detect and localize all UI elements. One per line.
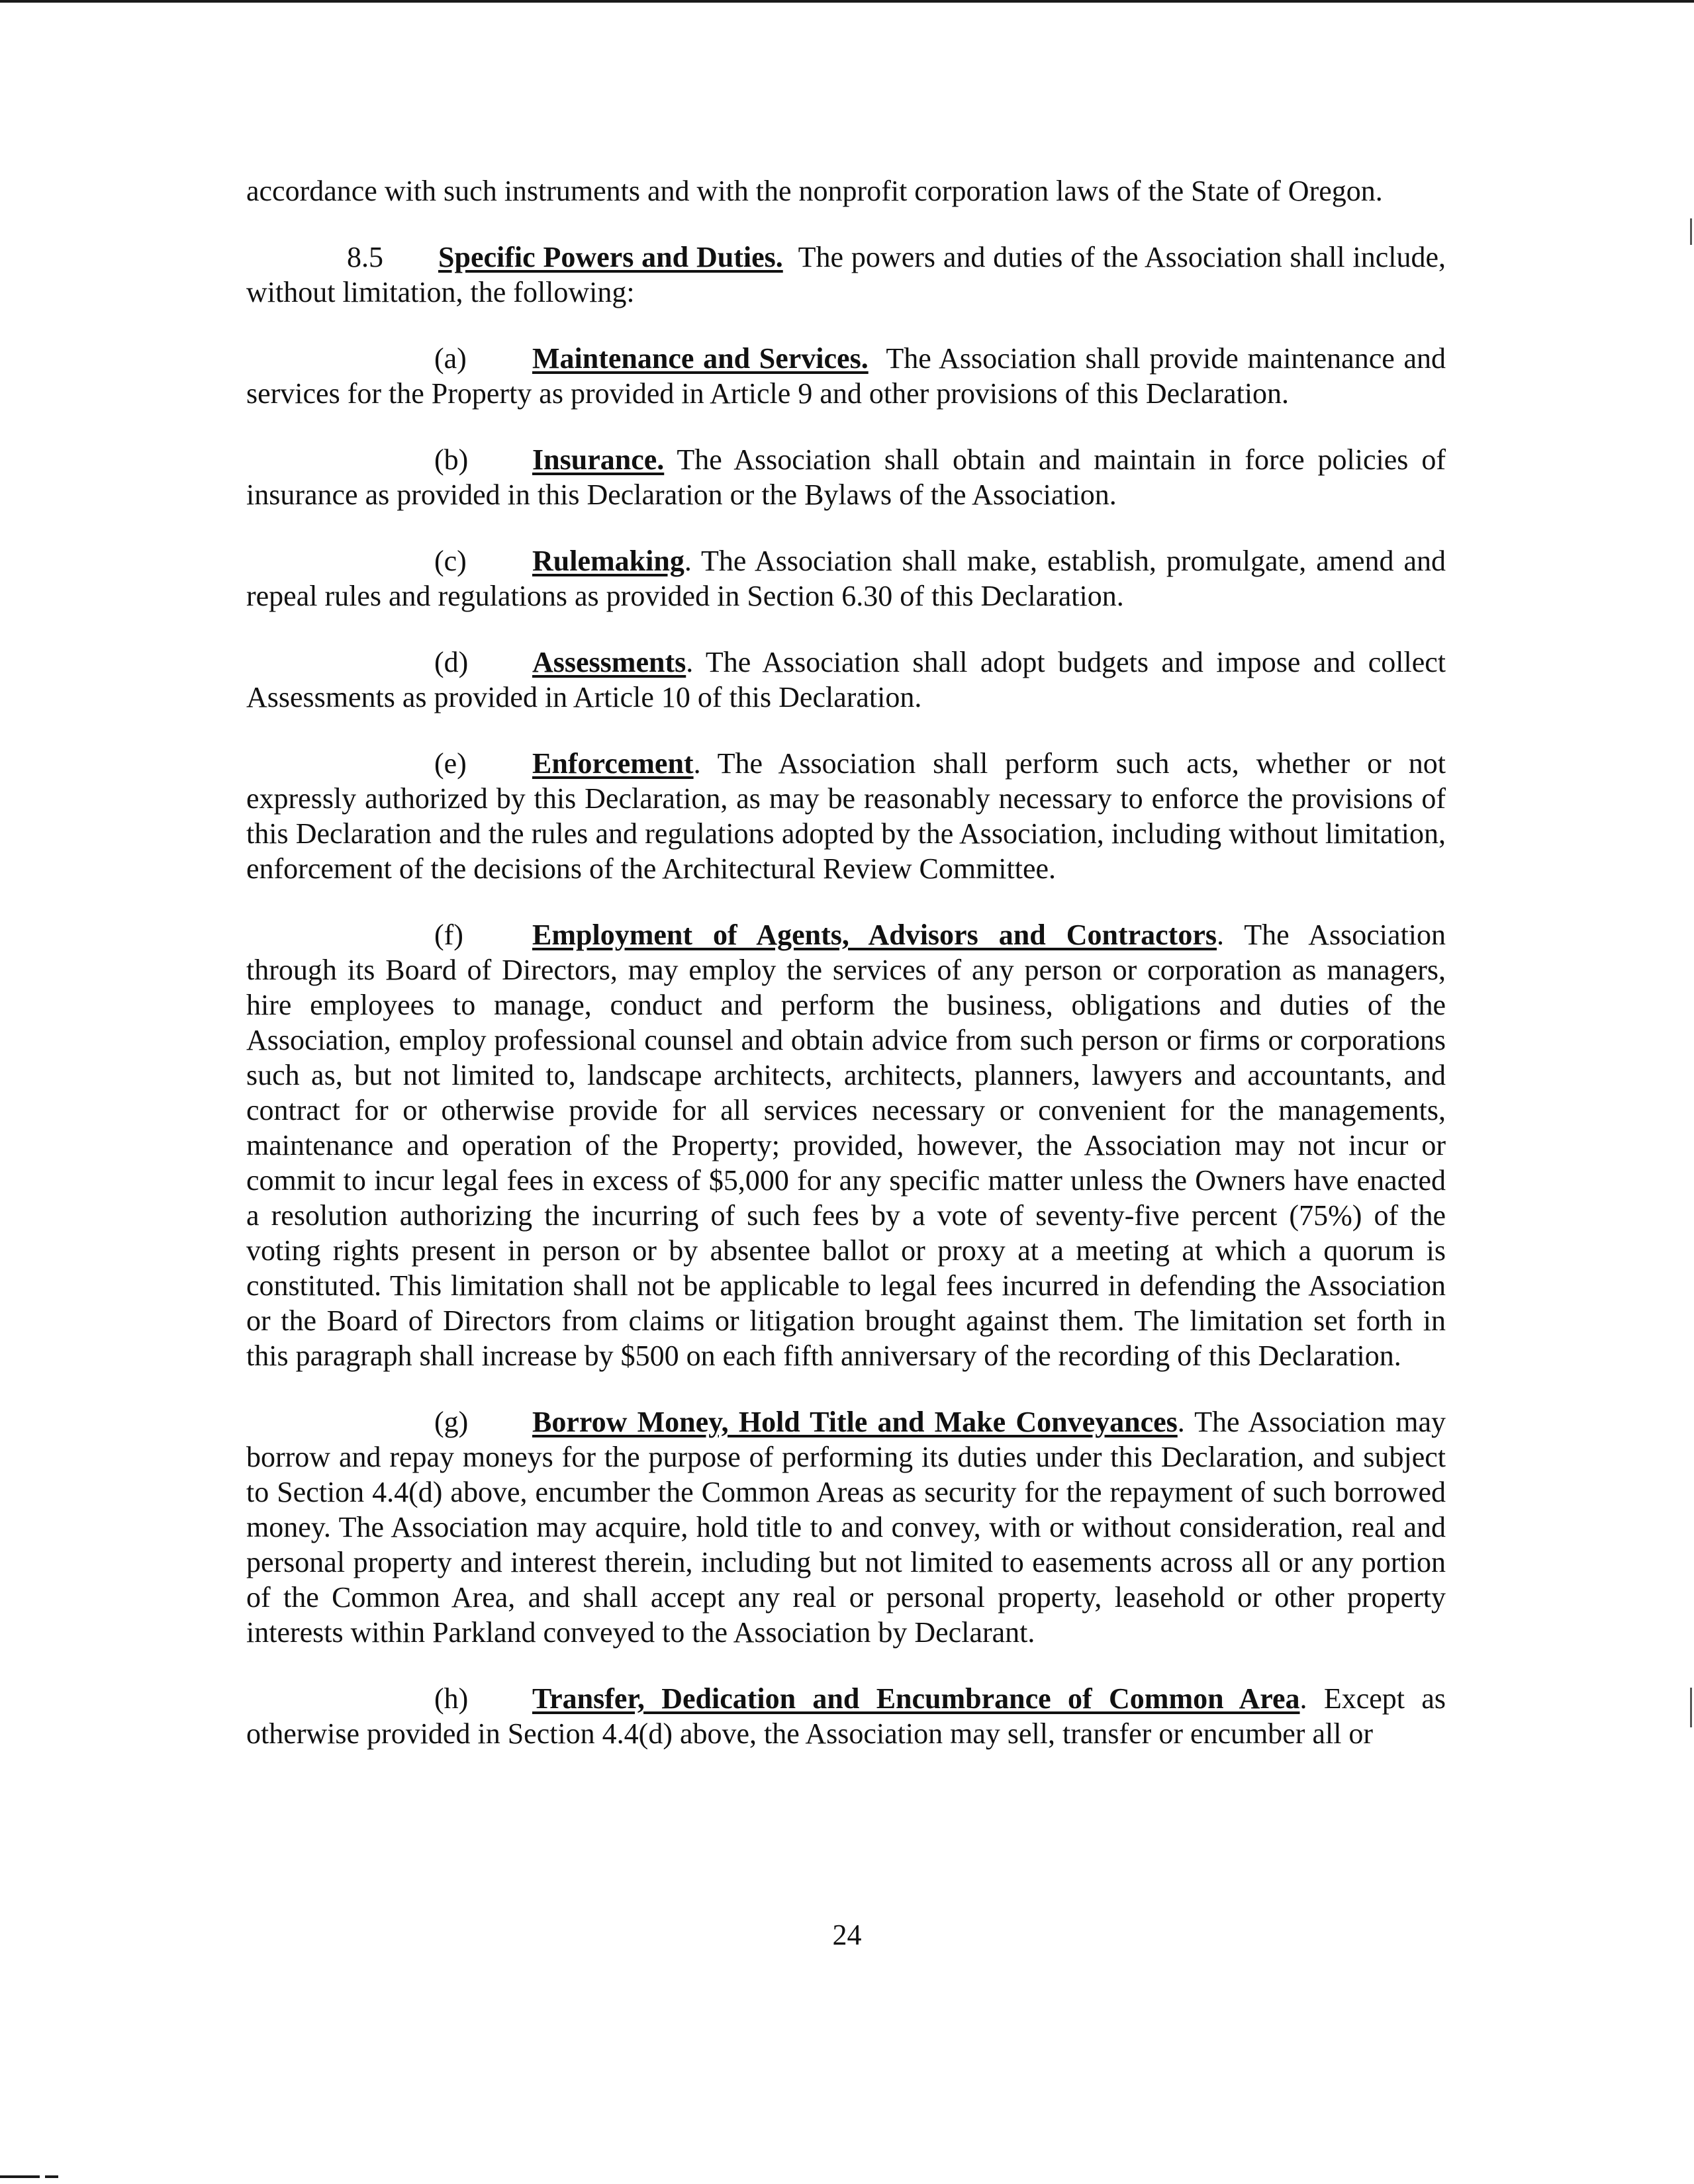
item-text: The Association shall obtain and maintain in force policies of insurance as provided in this Declaration or the Bylaws of the Association.	[246, 443, 1446, 511]
item-label: (b)	[434, 443, 469, 476]
item-label: (h)	[434, 1682, 469, 1715]
item-heading: Enforcement	[532, 747, 694, 780]
item-text: . The Association shall adopt budgets and impose and collect Assessments as provided in Article 10 of this Declaration.	[246, 646, 1446, 713]
scan-edge-right-mark-2	[1690, 1688, 1692, 1727]
document-page	[246, 173, 1446, 1751]
item-b	[246, 442, 1446, 512]
item-heading: Insurance.	[532, 443, 665, 476]
scan-edge-right-mark	[1690, 218, 1692, 245]
item-heading: Assessments	[532, 646, 686, 678]
item-d	[246, 645, 1446, 715]
scan-edge-bottom-left	[0, 2175, 40, 2178]
item-label: (f)	[434, 919, 463, 951]
item-label: (g)	[434, 1406, 469, 1438]
section-text: The powers and duties of the Association shall include, without limitation, the following:	[246, 241, 1446, 308]
page-number: 24	[832, 1919, 862, 1951]
item-e	[246, 746, 1446, 886]
item-heading: Borrow Money, Hold Title and Make Conveyances	[532, 1406, 1178, 1438]
intro-paragraph: accordance with such instruments and with the nonprofit corporation laws of the State of Oregon.	[246, 175, 1383, 207]
item-a	[246, 341, 1446, 411]
item-heading: Rulemaking	[532, 545, 684, 577]
item-heading: Employment of Agents, Advisors and Contractors	[532, 919, 1217, 951]
item-label: (e)	[434, 747, 467, 780]
item-text: The Association shall provide maintenance and services for the Property as provided in Article 9 and other provisions of this Declaration.	[246, 342, 1446, 410]
item-h	[246, 1681, 1446, 1751]
section-number: 8.5	[347, 241, 383, 273]
item-heading: Maintenance and Services.	[532, 342, 869, 375]
item-text: . The Association shall perform such acts, whether or not expressly authorized by this Declaration, as may be reasonably necessary to enforce the provisions of this Declaration and the rules and regulations adopted by the Association, including without limitation, enforcement of the decisions of the Architectural Review Committee.	[246, 747, 1446, 885]
section-heading: Specific Powers and Duties.	[438, 241, 783, 273]
item-text: . Except as otherwise provided in Section 4.4(d) above, the Association may sell, transfer or encumber all or	[246, 1682, 1446, 1750]
item-c	[246, 543, 1446, 614]
section-8-5	[246, 240, 1446, 310]
scan-edge-top	[0, 0, 1694, 3]
item-text: . The Association may borrow and repay moneys for the purpose of performing its duties under this Declaration, and subject to Section 4.4(d) above, encumber the Common Areas as security for the repayment of such borrowed money. The Association may acquire, hold title to and convey, with or without consideration, real and personal property and interest therein, including but not limited to easements across all or any portion of the Common Area, and shall accept any real or personal property, leasehold or other property interests within Parkland conveyed to the Association by Declarant.	[246, 1406, 1446, 1649]
scan-edge-bottom-left-2	[45, 2175, 58, 2178]
item-g	[246, 1404, 1446, 1650]
item-text: . The Association through its Board of Directors, may employ the services of any person or corporation as managers, hire employees to manage, conduct and perform the business, obligations and duties of the Association, employ professional counsel and obtain advice from such person or firms or corporations such as, but not limited to, landscape architects, architects, planners, lawyers and accountants, and contract for or otherwise provide for all services necessary or convenient for the managements, maintenance and operation of the Property; provided, however, the Association may not incur or commit to incur legal fees in excess of $5,000 for any specific matter unless the Owners have enacted a resolution authorizing the incurring of such fees by a vote of seventy-five percent (75%) of the voting rights present in person or by absentee ballot or proxy at a meeting at which a quorum is constituted. This limitation shall not be applicable to legal fees incurred in defending the Association or the Board of Directors from claims or litigation brought against them. The limitation set forth in this paragraph shall increase by $500 on each fifth anniversary of the recording of this Declaration.	[246, 919, 1446, 1372]
item-label: (a)	[434, 342, 467, 375]
item-f	[246, 917, 1446, 1373]
item-label: (c)	[434, 545, 467, 577]
item-text: . The Association shall make, establish, promulgate, amend and repeal rules and regulations as provided in Section 6.30 of this Declaration.	[246, 545, 1446, 612]
item-heading: Transfer, Dedication and Encumbrance of Common Area	[532, 1682, 1300, 1715]
item-label: (d)	[434, 646, 469, 678]
